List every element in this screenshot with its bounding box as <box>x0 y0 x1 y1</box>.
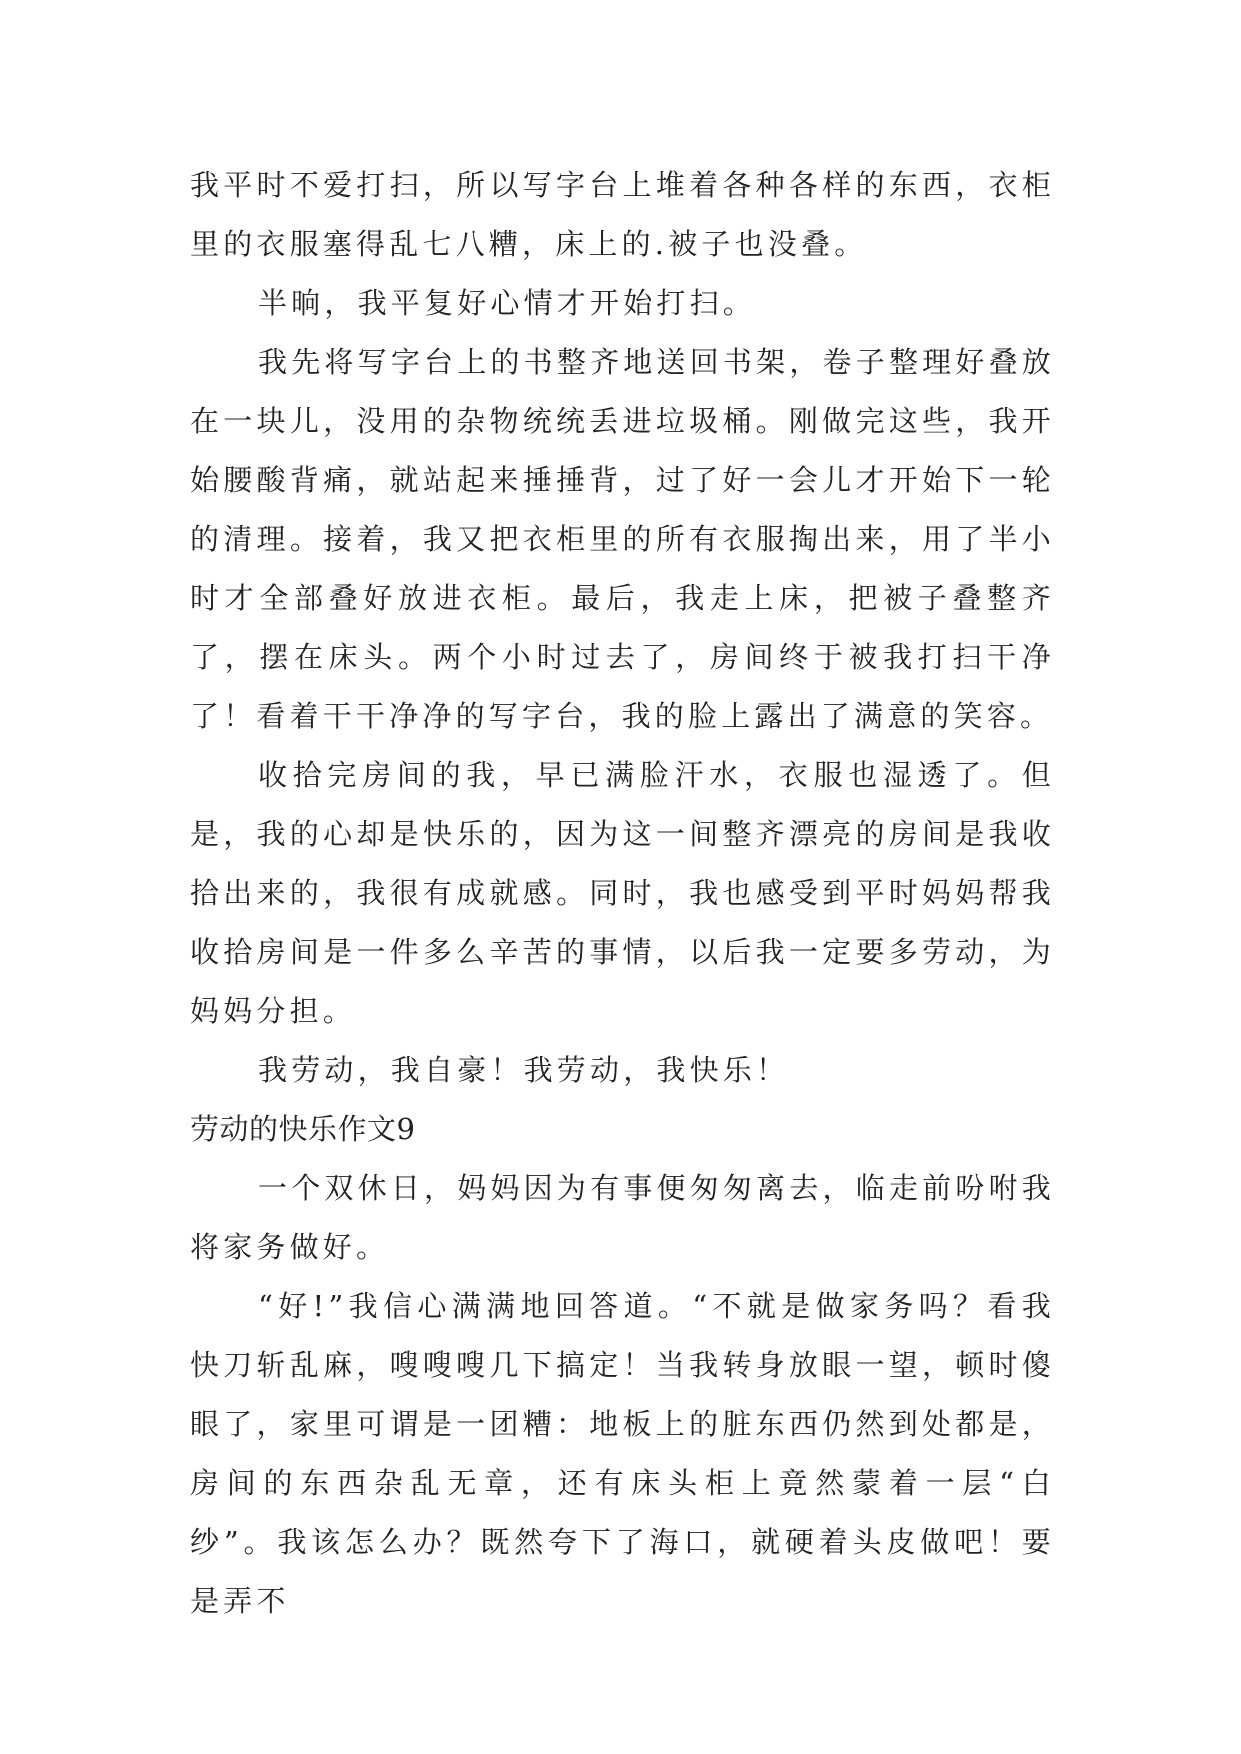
section-heading: 劳动的快乐作文9 <box>190 1112 416 1146</box>
paragraph-1: 我平时不爱打扫，所以写字台上堆着各种各样的东西，衣柜里的衣服塞得乱七八糟，床上的.被子也没叠。 <box>190 168 1055 261</box>
paragraph-4: 收拾完房间的我，早已满脸汗水，衣服也湿透了。但是，我的心却是快乐的，因为这一间整齐漂亮的房间是我收拾出来的，我很有成就感。同时，我也感受到平时妈妈帮我收拾房间是一件多么辛苦的事情，以后我一定要多劳动，为妈妈分担。 <box>190 758 1055 1028</box>
paragraph-2: 半晌，我平复好心情才开始打扫。 <box>258 286 757 320</box>
document-page <box>190 156 1055 1631</box>
paragraph-5: 我劳动，我自豪！我劳动，我快乐！ <box>258 1053 790 1087</box>
paragraph-7: “好!”我信心满满地回答道。“不就是做家务吗？看我快刀斩乱麻，嗖嗖嗖几下搞定！当我转身放眼一望，顿时傻眼了，家里可谓是一团糟：地板上的脏东西仍然到处都是，房间的东西杂乱无章，还有床头柜上竟然蒙着一层“白纱”。我该怎么办？既然夸下了海口，就硬着头皮做吧！要是弄不 <box>190 1289 1055 1618</box>
paragraph-6: 一个双休日，妈妈因为有事便匆匆离去，临走前吩咐我将家务做好。 <box>190 1171 1055 1264</box>
paragraph-3: 我先将写字台上的书整齐地送回书架，卷子整理好叠放在一块儿，没用的杂物统统丢进垃圾桶。刚做完这些，我开始腰酸背痛，就站起来捶捶背，过了好一会儿才开始下一轮的清理。接着，我又把衣柜里的所有衣服掏出来，用了半小时才全部叠好放进衣柜。最后，我走上床，把被子叠整齐了，摆在床头。两个小时过去了，房间终于被我打扫干净了！看着干干净净的写字台，我的脸上露出了满意的笑容。 <box>190 345 1055 733</box>
